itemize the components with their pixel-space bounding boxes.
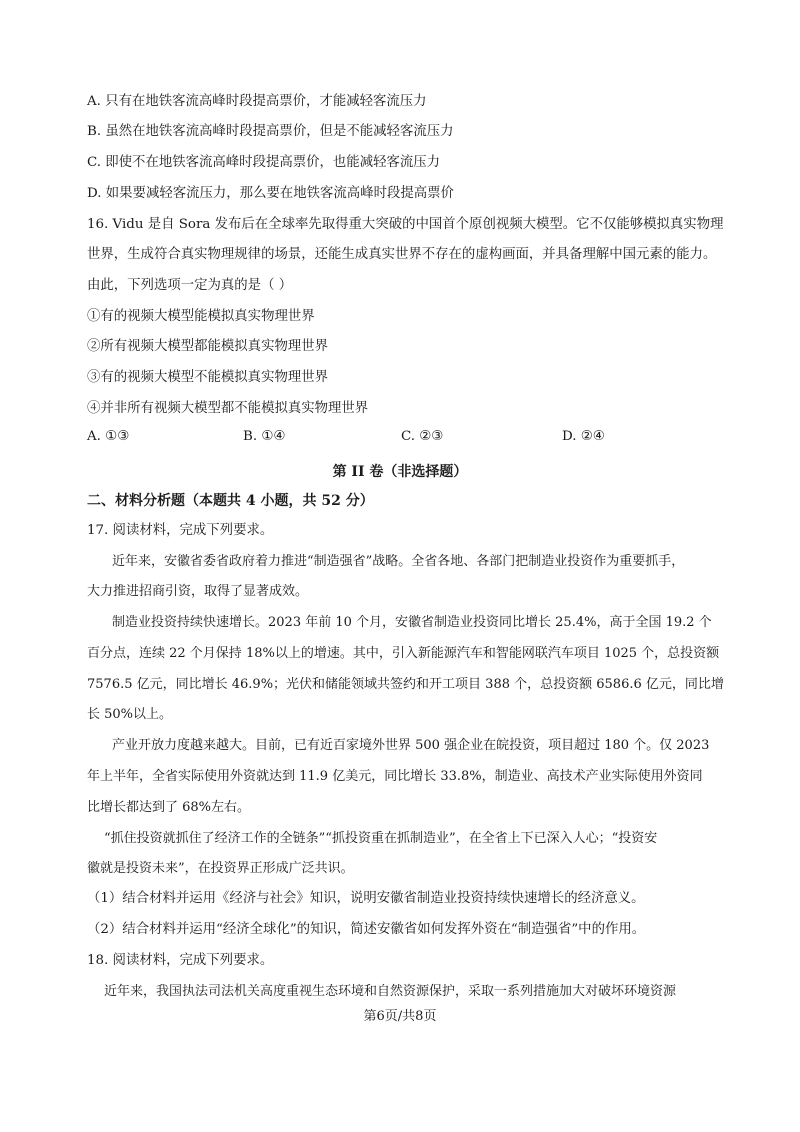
q17-paragraph-line: 比增长都达到了 68%左右。 [87,800,251,815]
q15-option-c: C. 即使不在地铁客流高峰时段提高票价，也能减轻客流压力 [87,155,441,170]
q17-paragraph-line: 大力推进招商引资，取得了显著成效。 [87,584,309,599]
q16-statement: ③有的视频大模型不能模拟真实物理世界 [87,370,329,385]
q15-option-a: A. 只有在地铁客流高峰时段提高票价，才能减轻客流压力 [87,94,427,109]
q16-choice-b: B. ①④ [243,429,286,444]
q16-statement: ②所有视频大模型都能模拟真实物理世界 [87,339,329,354]
q17-paragraph-line: “抓住投资就抓住了经济工作的全链条”“抓投资重在抓制造业”，在全省上下已深入人心；“投资安 [104,831,658,846]
q17-paragraph-line: 年上半年，全省实际使用外资就达到 11.9 亿美元，同比增长 33.8%，制造业、高技术产业实际使用外资同 [87,769,703,784]
q16-choices [87,429,747,449]
part-title: 二、材料分析题（本题共 4 小题，共 52 分） [87,493,374,509]
q17-paragraph-line: 百分点，连续 22 个月保持 18%以上的增速。其中，引入新能源汽车和智能网联汽车项目 1025 个，总投资额 [87,646,720,661]
q17-task-1: （1）结合材料并运用《经济与社会》知识，说明安徽省制造业投资持续快速增长的经济意义。 [87,891,645,906]
q18-paragraph-line: 近年来，我国执法司法机关高度重视生态环境和自然资源保护，采取一系列措施加大对破坏环境资源 [104,984,677,999]
q17-paragraph-line: 产业开放力度越来越大。目前，已有近百家境外世界 500 强企业在皖投资，项目超过 180 个。仅 2023 [112,738,710,753]
q16-statement: ①有的视频大模型能模拟真实物理世界 [87,309,315,324]
q16-stem-line: 世界，生成符合真实物理规律的场景，还能生成真实世界不存在的虚构画面，并具备理解中国元素的能力。 [87,247,717,262]
q16-stem-line: 16. Vidu 是自 Sora 发布后在全球率先取得重大突破的中国首个原创视频大模型。它不仅能够模拟真实物理 [87,217,724,232]
q18-title: 18. 阅读材料，完成下列要求。 [87,953,274,968]
q17-paragraph-line: 长 50%以上。 [87,707,173,722]
q17-task-2: （2）结合材料并运用“经济全球化”的知识，简述安徽省如何发挥外资在“制造强省”中的作用。 [87,922,646,937]
q17-paragraph-line: 徽就是投资未来”，在投资界正形成广泛共识。 [87,861,354,876]
q17-paragraph-line: 7576.5 亿元，同比增长 46.9%；光伏和储能领域共签约和开工项目 388 个，总投资额 6586.6 亿元，同比增 [87,677,724,692]
q17-paragraph-line: 制造业投资持续快速增长。2023 年前 10 个月，安徽省制造业投资同比增长 25.4%，高于全国 19.2 个 [112,615,712,630]
q17-paragraph-line: 近年来，安徽省委省政府着力推进“制造强省”战略。全省各地、各部门把制造业投资作为重要抓手， [112,554,685,569]
q15-option-d: D. 如果要减轻客流压力，那么要在地铁客流高峰时段提高票价 [87,186,454,201]
q17-title: 17. 阅读材料，完成下列要求。 [87,523,274,538]
q16-choice-d: D. ②④ [562,429,605,444]
q16-statement: ④并非所有视频大模型都不能模拟真实物理世界 [87,401,369,416]
q16-choice-a: A. ①③ [87,429,130,444]
q16-choice-c: C. ②③ [401,429,444,444]
page-number: 第6页/共8页 [363,1009,437,1024]
q15-option-b: B. 虽然在地铁客流高峰时段提高票价，但是不能减轻客流压力 [87,124,454,139]
section-title: 第 II 卷（非选择题） [332,464,468,480]
q16-stem-line: 由此，下列选项一定为真的是（ ） [87,278,293,293]
